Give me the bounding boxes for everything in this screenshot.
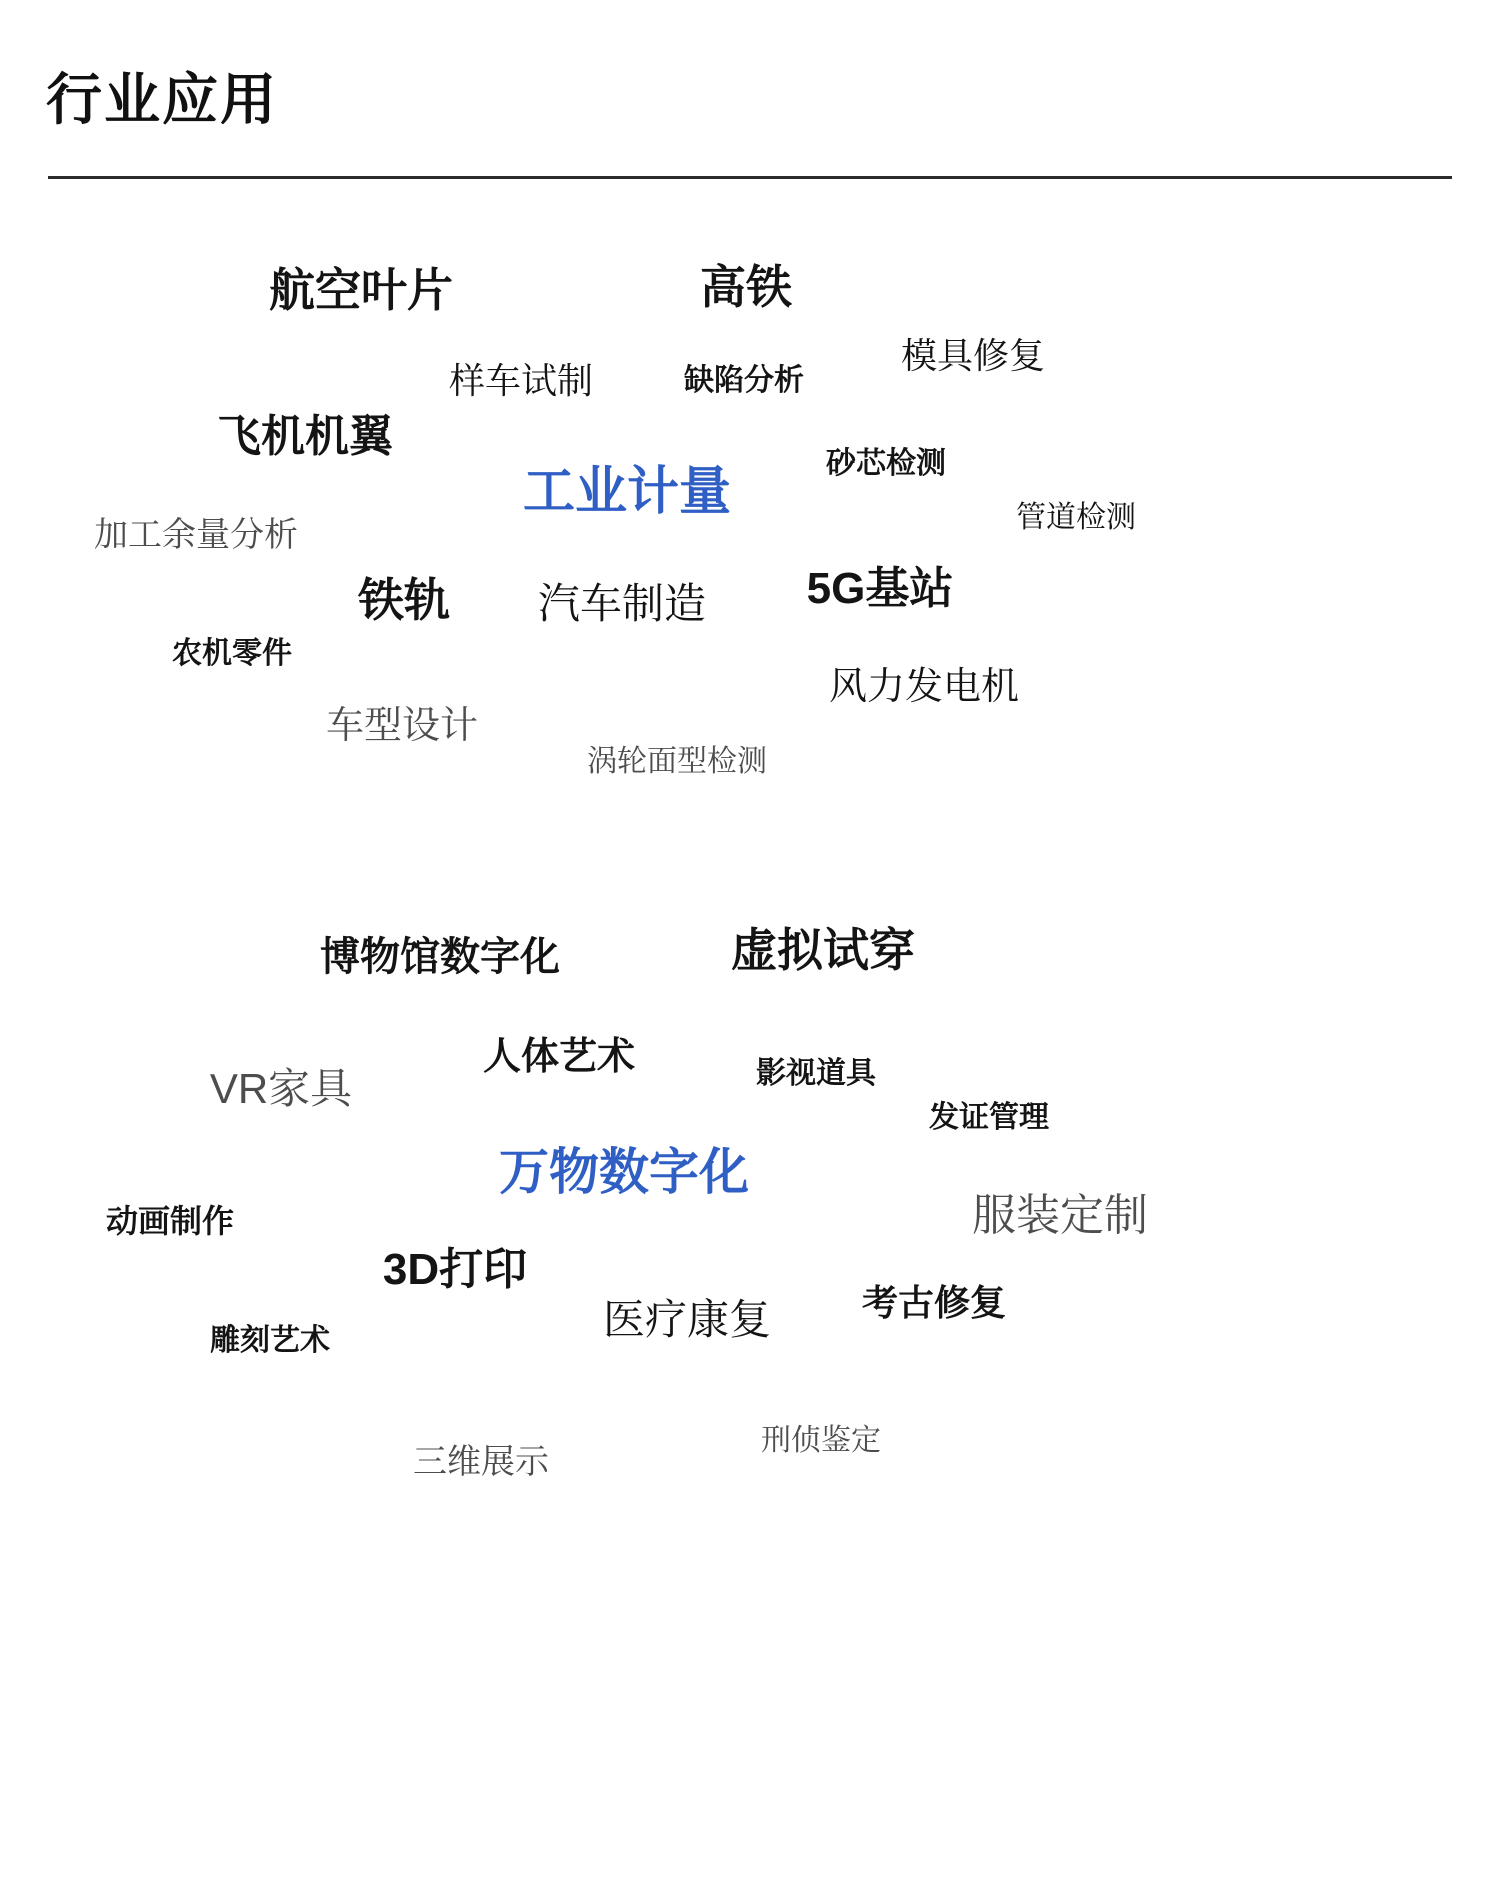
- cloud-term[interactable]: 影视道具: [756, 1057, 876, 1090]
- cloud-term[interactable]: 虚拟试穿: [731, 924, 915, 976]
- cloud-term[interactable]: 车型设计: [325, 705, 479, 747]
- cloud-term[interactable]: 三维展示: [413, 1443, 549, 1481]
- cloud-term[interactable]: 工业计量: [522, 463, 732, 521]
- cloud-term[interactable]: 考古修复: [861, 1282, 1007, 1323]
- cloud-term[interactable]: 飞机机翼: [217, 412, 393, 461]
- cloud-term[interactable]: 缺陷分析: [684, 364, 804, 397]
- cloud-term[interactable]: 汽车制造: [537, 580, 707, 627]
- page-title: 行业应用: [46, 67, 278, 131]
- cloud-term[interactable]: 管道检测: [1016, 501, 1136, 534]
- cloud-term[interactable]: 雕刻艺术: [210, 1324, 330, 1357]
- cloud-term[interactable]: 刑侦鉴定: [761, 1424, 881, 1457]
- cloud-term[interactable]: 高铁: [700, 261, 792, 313]
- cloud-term[interactable]: 人体艺术: [482, 1036, 636, 1078]
- cloud-term[interactable]: 铁轨: [358, 574, 450, 626]
- cloud-term[interactable]: 3D打印: [382, 1245, 528, 1294]
- cloud-term[interactable]: 样车试制: [448, 360, 594, 401]
- cloud-term[interactable]: 医疗康复: [602, 1296, 772, 1343]
- cloud-term[interactable]: 涡轮面型检测: [587, 745, 767, 778]
- cloud-term[interactable]: 航空叶片: [269, 264, 453, 316]
- cloud-term[interactable]: 加工余量分析: [94, 516, 298, 554]
- cloud-term[interactable]: 砂芯检测: [826, 447, 946, 480]
- cloud-term[interactable]: 发证管理: [929, 1101, 1049, 1134]
- cloud-term[interactable]: 万物数字化: [499, 1144, 749, 1200]
- cloud-term[interactable]: VR家具: [209, 1065, 353, 1112]
- cloud-term[interactable]: 博物馆数字化: [320, 935, 560, 979]
- cloud-term[interactable]: 服装定制: [972, 1191, 1148, 1240]
- cloud-term[interactable]: 5G基站: [806, 564, 954, 613]
- cloud-term[interactable]: 风力发电机: [828, 666, 1020, 708]
- cloud-term[interactable]: 农机零件: [172, 637, 292, 670]
- cloud-term[interactable]: 模具修复: [900, 335, 1046, 376]
- cloud-term[interactable]: 动画制作: [105, 1203, 235, 1239]
